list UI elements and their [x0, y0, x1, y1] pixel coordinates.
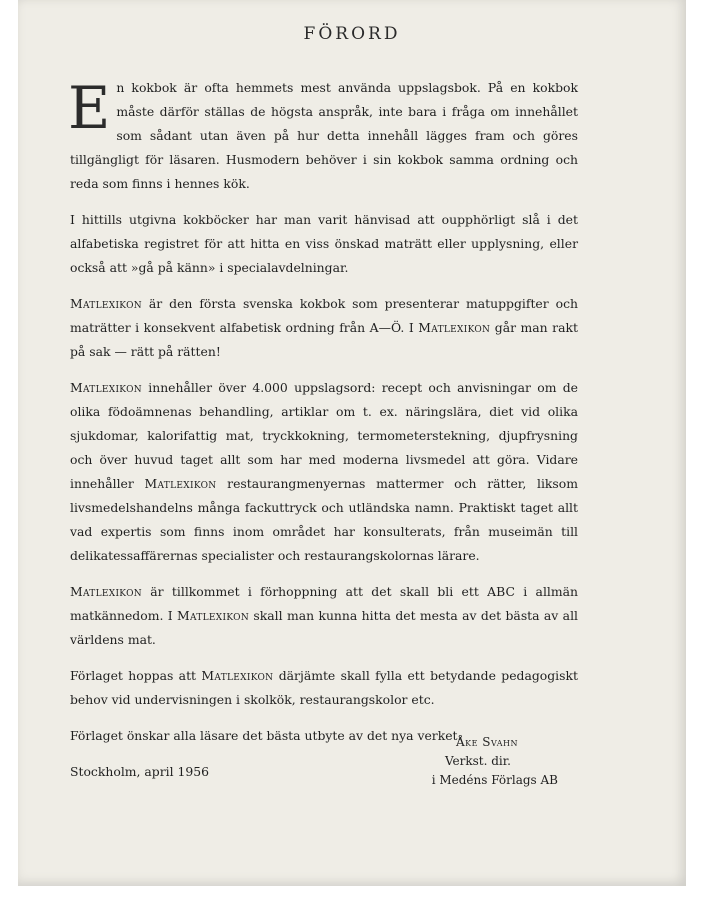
- book-page: [18, 0, 686, 886]
- paragraph-5-text-a: är tillkommet i förhoppning att det skall bli ett ABC i allmän matkännedom. I: [70, 584, 578, 623]
- paragraph-6-text-b: därjämte skall fylla ett betydande pedagogiskt behov vid undervisningen i skolkök, restaurangskolor etc.: [70, 668, 578, 707]
- brand-name: Matlexikon: [70, 380, 142, 395]
- place-date: Stockholm, april 1956: [70, 764, 210, 779]
- paragraph-6-text-a: Förlaget hoppas att: [70, 668, 197, 683]
- foreword-body: [70, 76, 578, 796]
- brand-name: Matlexikon: [70, 296, 142, 311]
- brand-name: Matlexikon: [201, 668, 274, 683]
- paragraph-5-text-b: skall man kunna hitta det mesta av det bästa av all världens mat.: [70, 608, 578, 647]
- brand-name: Matlexikon: [418, 320, 491, 335]
- paragraph-6: [70, 664, 578, 712]
- paragraph-4-text-b: restaurangmenyernas mattermer och rätter, liksom livsmedelshandelns många fackuttryck och utländska namn. Praktiskt taget allt vad expertis som finns inom området har konsulterats, från museimän till delikatessaffärernas specialister och restaurangskolornas lärare.: [70, 476, 578, 563]
- paragraph-7: Förlaget önskar alla läsare det bästa utbyte av det nya verket.: [70, 728, 462, 743]
- signature-title: Verkst. dir.: [444, 754, 511, 768]
- paragraph-1: [70, 76, 578, 196]
- signature-name: Åke Svahn: [455, 735, 518, 749]
- paragraph-4: [70, 376, 578, 568]
- paragraph-3: [70, 292, 578, 364]
- paragraph-4-text-a: innehåller över 4.000 uppslagsord: recept och anvisningar om de olika födoämnenas behandling, artiklar om t. ex. näringslära, diet vid olika sjukdomar, kalorifattig mat, tryckkokning, termometerstekning, djupfrysning och över huvud taget allt som har med moderna livsmedel att göra. Vidare innehåller: [70, 380, 578, 491]
- brand-name: Matlexikon: [144, 476, 217, 491]
- paragraph-3-text-b: går man rakt på sak — rätt på rätten!: [70, 320, 578, 359]
- paragraph-2: I hittills utgivna kokböcker har man varit hänvisad att oupphörligt slå i det alfabetiska registret för att hitta en viss önskad maträtt eller upplysning, eller också att »gå på känn» i specialavdelningar.: [70, 212, 578, 275]
- drop-cap: E: [68, 74, 111, 142]
- paragraph-1-text: n kokbok är ofta hemmets mest använda uppslagsbok. På en kokbok måste därför ställas de högsta anspråk, inte bara i fråga om innehållet som sådant utan även på hur detta innehåll lägges fram och göres tillgängligt för läsaren. Husmodern behöver i sin kokbok samma ordning och reda som finns i hennes kök.: [70, 80, 578, 191]
- paragraph-3-text-a: är den första svenska kokbok som presenterar matuppgifter och maträtter i konsekvent alfabetisk ordning från A—Ö. I: [70, 296, 578, 335]
- brand-name: Matlexikon: [177, 608, 249, 623]
- paragraph-5: [70, 580, 578, 652]
- page-title: FÖRORD: [303, 24, 401, 44]
- signature-block: [432, 733, 558, 790]
- brand-name: Matlexikon: [70, 584, 142, 599]
- signature-company: i Medéns Förlags AB: [431, 773, 558, 787]
